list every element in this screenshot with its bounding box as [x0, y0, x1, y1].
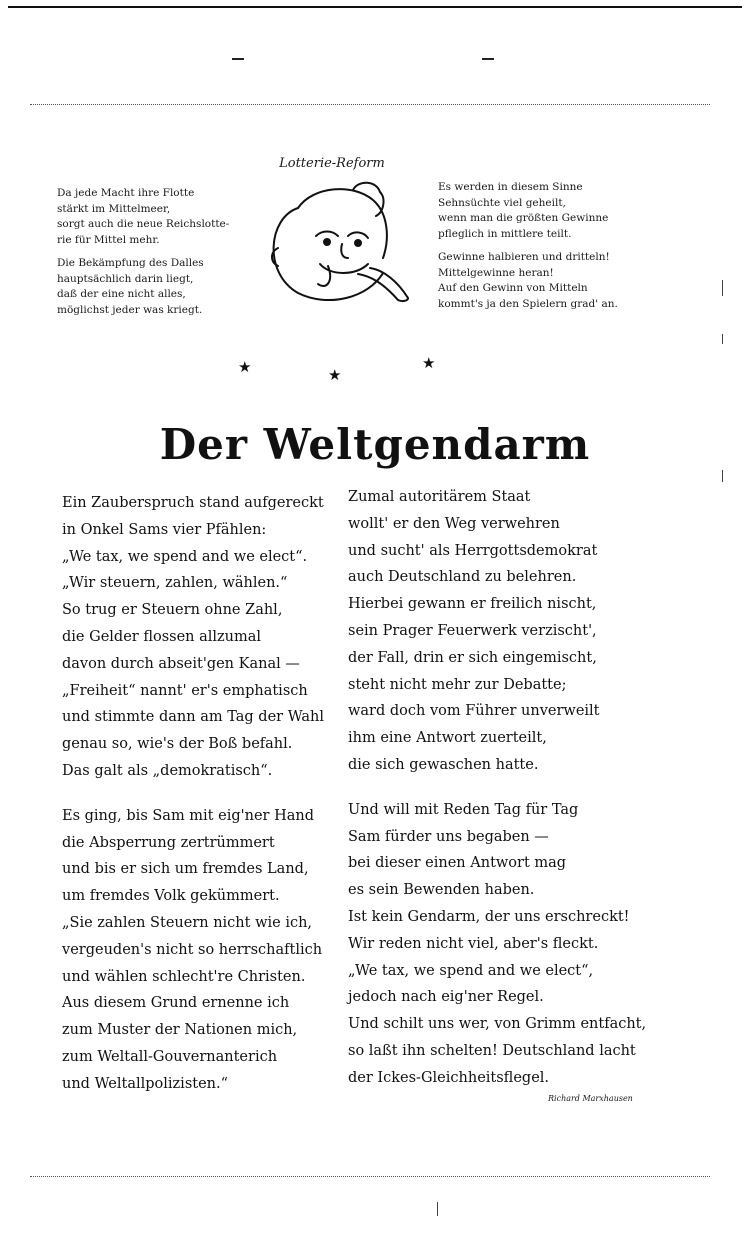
page-top-rule [8, 6, 742, 8]
right-margin-mark [722, 280, 723, 296]
poem-line: „Sie zahlen Steuern nicht wie ich, [62, 914, 313, 931]
poem-line: „Freiheit“ nannt' er's emphatisch [62, 682, 308, 699]
poem-line: und stimmte dann am Tag der Wahl [62, 709, 324, 726]
poem-line: die Gelder flossen allzumal [62, 628, 262, 645]
bottom-mark [437, 1202, 438, 1216]
main-title: Der Weltgendarm [159, 420, 591, 469]
poem-line: Da jede Macht ihre Flotte [57, 187, 195, 199]
poem-line: auch Deutschland zu belehren. [348, 569, 577, 586]
poem-line: ihm eine Antwort zuerteilt, [348, 730, 547, 747]
poem-line: Aus diesem Grund ernenne ich [62, 995, 290, 1012]
right-poem-stanza [438, 180, 618, 242]
star-ornament: ★ [422, 354, 436, 372]
top-tick-right [482, 58, 494, 60]
star-ornament: ★ [238, 358, 252, 376]
poem-line: Sehnsüchte viel geheilt, [438, 196, 566, 209]
poem-line: zum Muster der Nationen mich, [62, 1022, 298, 1039]
poem-line: in Onkel Sams vier Pfählen: [62, 521, 267, 538]
left-poem-stanza [57, 256, 229, 318]
poem-line: es sein Bewenden haben. [348, 882, 535, 899]
poem-line: Es werden in diesem Sinne [438, 181, 583, 193]
poem-line: zum Weltall-Gouvernanterich [62, 1048, 278, 1065]
poem-line: möglichst jeder was kriegt. [57, 303, 203, 316]
poem-line: daß der eine nicht alles, [57, 288, 186, 300]
poem-line: sein Prager Feuerwerk verzischt', [348, 622, 597, 639]
poem-line: die sich gewaschen hatte. [348, 756, 539, 773]
poem-line: pfleglich in mittlere teilt. [438, 227, 572, 240]
poem-line: steht nicht mehr zur Debatte; [348, 676, 567, 693]
poem-line: der Fall, drin er sich eingemischt, [348, 649, 597, 666]
right-small-poem [438, 180, 618, 320]
author-signature: Richard Marxhausen [548, 1094, 633, 1103]
poem-line: Wir reden nicht viel, aber's fleckt. [348, 935, 599, 952]
poem-line: Gewinne halbieren und dritteln! [438, 251, 610, 263]
poem-line: wollt' er den Weg verwehren [348, 515, 560, 532]
dotted-rule-top [30, 104, 710, 105]
poem-line: davon durch abseit'gen Kanal — [62, 655, 300, 672]
poem-line: bei dieser einen Antwort mag [348, 855, 567, 872]
poem-line: So trug er Steuern ohne Zahl, [62, 602, 283, 619]
poem-stanza [348, 484, 646, 779]
star-ornament: ★ [328, 366, 342, 384]
lotterie-title: Lotterie-Reform [279, 156, 385, 171]
poem-column-left [62, 490, 324, 1116]
poem-line: vergeuden's nicht so herrschaftlich [62, 941, 323, 958]
poem-stanza [348, 797, 646, 1092]
poem-line: Hierbei gewann er freilich nischt, [348, 596, 597, 613]
poem-line: „Wir steuern, zahlen, wählen.“ [62, 575, 288, 592]
poem-line: und Weltallpolizisten.“ [62, 1075, 229, 1092]
poem-line: Sam fürder uns begaben — [348, 828, 549, 845]
poem-line: wenn man die größten Gewinne [438, 212, 609, 224]
poem-line: „We tax, we spend and we elect“. [62, 548, 308, 565]
poem-line: hauptsächlich darin liegt, [57, 272, 194, 285]
poem-line: „We tax, we spend and we elect“, [348, 962, 594, 979]
poem-line: genau so, wie's der Boß befahl. [62, 736, 293, 753]
poem-line: jedoch nach eig'ner Regel. [348, 989, 544, 1006]
top-tick-left [232, 58, 244, 60]
poem-line: Ein Zauberspruch stand aufgereckt [62, 495, 324, 511]
dotted-rule-bottom [30, 1176, 710, 1177]
poem-stanza [62, 803, 324, 1098]
poem-line: Ist kein Gendarm, der uns erschreckt! [348, 908, 630, 925]
poem-line: Die Bekämpfung des Dalles [57, 257, 204, 269]
poem-line: um fremdes Volk gekümmert. [62, 888, 280, 905]
left-small-poem [57, 186, 229, 326]
right-margin-mark [722, 334, 723, 344]
poem-line: die Absperrung zertrümmert [62, 834, 275, 851]
poem-line: und sucht' als Herrgottsdemokrat [348, 542, 598, 559]
poem-line: Und will mit Reden Tag für Tag [348, 801, 579, 818]
poem-line: so laßt ihn schelten! Deutschland lacht [348, 1042, 636, 1059]
poem-line: Auf den Gewinn von Mitteln [438, 282, 588, 294]
poem-line: und bis er sich um fremdes Land, [62, 861, 309, 878]
poem-column-right [348, 484, 646, 1110]
poem-line: ward doch vom Führer unverweilt [348, 703, 600, 720]
poem-line: kommt's ja den Spielern grad' an. [438, 297, 618, 310]
cartoon-illustration [258, 178, 416, 306]
right-margin-mark [722, 470, 723, 482]
poem-line: Das galt als „demokratisch“. [62, 762, 273, 779]
poem-stanza [62, 490, 324, 785]
poem-line: und wählen schlecht're Christen. [62, 968, 306, 985]
left-poem-stanza [57, 186, 229, 248]
right-poem-stanza [438, 250, 618, 312]
poem-line: Es ging, bis Sam mit eig'ner Hand [62, 807, 314, 824]
poem-line: Und schilt uns wer, von Grimm entfacht, [348, 1016, 647, 1033]
poem-line: der Ickes-Gleichheitsflegel. [348, 1069, 550, 1086]
poem-line: Zumal autoritärem Staat [348, 489, 531, 505]
poem-line: sorgt auch die neue Reichslotte- [57, 218, 230, 230]
poem-line: rie für Mittel mehr. [57, 233, 160, 246]
poem-line: Mittelgewinne heran! [438, 266, 554, 279]
poem-line: stärkt im Mittelmeer, [57, 202, 171, 215]
